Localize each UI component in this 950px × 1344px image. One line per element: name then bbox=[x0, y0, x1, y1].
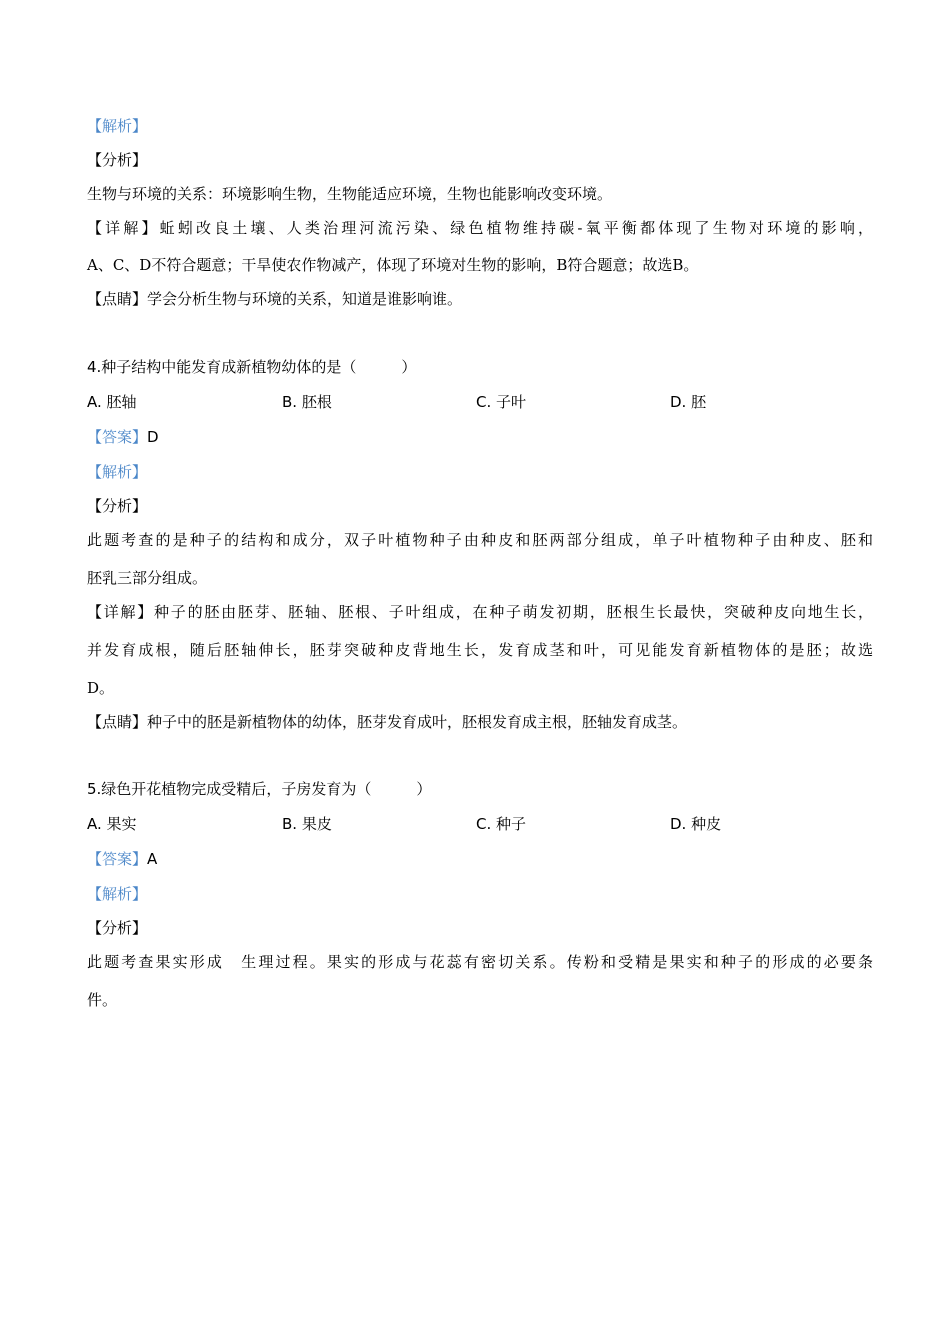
xiangjie-text1-q3: 蚯蚓改良土壤、人类治理河流污染、绿色植物维持碳-氧平衡都体现了生物对环境的影响， bbox=[159, 219, 873, 237]
answer-tag-q5: 【答案】 bbox=[87, 850, 148, 868]
fenxi-tag-q5: 【分析】 bbox=[87, 919, 148, 937]
xiangjie-line1-q3 bbox=[87, 218, 873, 238]
q4-option-d: D. 胚 bbox=[670, 393, 707, 411]
document-page bbox=[87, 0, 877, 1344]
answer-value-q4: D bbox=[147, 428, 159, 446]
dianjing-text-q4: 种子中的胚是新植物体的幼体，胚芽发育成叶，胚根发育成主根，胚轴发育成茎。 bbox=[147, 713, 688, 731]
dianjing-text-q3: 学会分析生物与环境的关系，知道是谁影响谁。 bbox=[147, 290, 463, 308]
xiangjie-line2-q3: A、C、D不符合题意；干旱使农作物减产，体现了环境对生物的影响，B符合题意；故选B。 bbox=[87, 256, 699, 274]
xiangjie-line2-q4: 并发育成根，随后胚轴伸长，胚芽突破种皮背地生长，发育成茎和叶，可见能发育新植物体的是胚；故选 bbox=[87, 641, 873, 659]
analysis-tag-q4: 【解析】 bbox=[87, 463, 148, 481]
answer-line-q5 bbox=[87, 849, 157, 869]
answer-value-q5: A bbox=[147, 850, 158, 868]
answer-line-q4 bbox=[87, 427, 159, 447]
question-5-options bbox=[87, 814, 877, 834]
fenxi-text-q3: 生物与环境的关系：环境影响生物，生物能适应环境，生物也能影响改变环境。 bbox=[87, 185, 613, 203]
dianjing-tag-q4: 【点睛】 bbox=[87, 713, 148, 731]
xiangjie-line3-q4: D。 bbox=[87, 679, 115, 697]
q4-option-c: C. 子叶 bbox=[476, 393, 527, 411]
fenxi-tag-q4: 【分析】 bbox=[87, 497, 148, 515]
xiangjie-line1-q4 bbox=[87, 602, 873, 622]
fenxi-line2-q5: 件。 bbox=[87, 991, 118, 1009]
question-5-stem: 5.绿色开花植物完成受精后，子房发育为（ ） bbox=[87, 780, 432, 798]
analysis-tag-q3: 【解析】 bbox=[87, 117, 148, 135]
dianjing-line-q3 bbox=[87, 289, 462, 309]
dianjing-line-q4 bbox=[87, 712, 687, 732]
question-4-options bbox=[87, 392, 877, 412]
fenxi-tag-q3: 【分析】 bbox=[87, 151, 148, 169]
q5-option-d: D. 种皮 bbox=[670, 815, 722, 833]
q5-option-a: A. 果实 bbox=[87, 815, 137, 833]
dianjing-tag-q3: 【点睛】 bbox=[87, 290, 148, 308]
q5-option-c: C. 种子 bbox=[476, 815, 527, 833]
xiangjie-text1-q4: 种子的胚由胚芽、胚轴、胚根、子叶组成，在种子萌发初期，胚根生长最快，突破种皮向地生长， bbox=[154, 603, 873, 621]
q4-option-b: B. 胚根 bbox=[282, 393, 332, 411]
analysis-tag-q5: 【解析】 bbox=[87, 885, 148, 903]
fenxi-line2-q4: 胚乳三部分组成。 bbox=[87, 569, 208, 587]
fenxi-line1-q5: 此题考查果实形成 生理过程。果实的形成与花蕊有密切关系。传粉和受精是果实和种子的形成的必要条 bbox=[87, 953, 873, 971]
q4-option-a: A. 胚轴 bbox=[87, 393, 137, 411]
xiangjie-tag-q4: 【详解】 bbox=[87, 603, 155, 621]
answer-tag-q4: 【答案】 bbox=[87, 428, 148, 446]
q5-option-b: B. 果皮 bbox=[282, 815, 332, 833]
question-4-stem: 4.种子结构中能发育成新植物幼体的是（ ） bbox=[87, 358, 417, 376]
fenxi-line1-q4: 此题考查的是种子的结构和成分，双子叶植物种子由种皮和胚两部分组成，单子叶植物种子由种皮、胚和 bbox=[87, 531, 873, 549]
xiangjie-tag-q3: 【详解】 bbox=[87, 219, 160, 237]
